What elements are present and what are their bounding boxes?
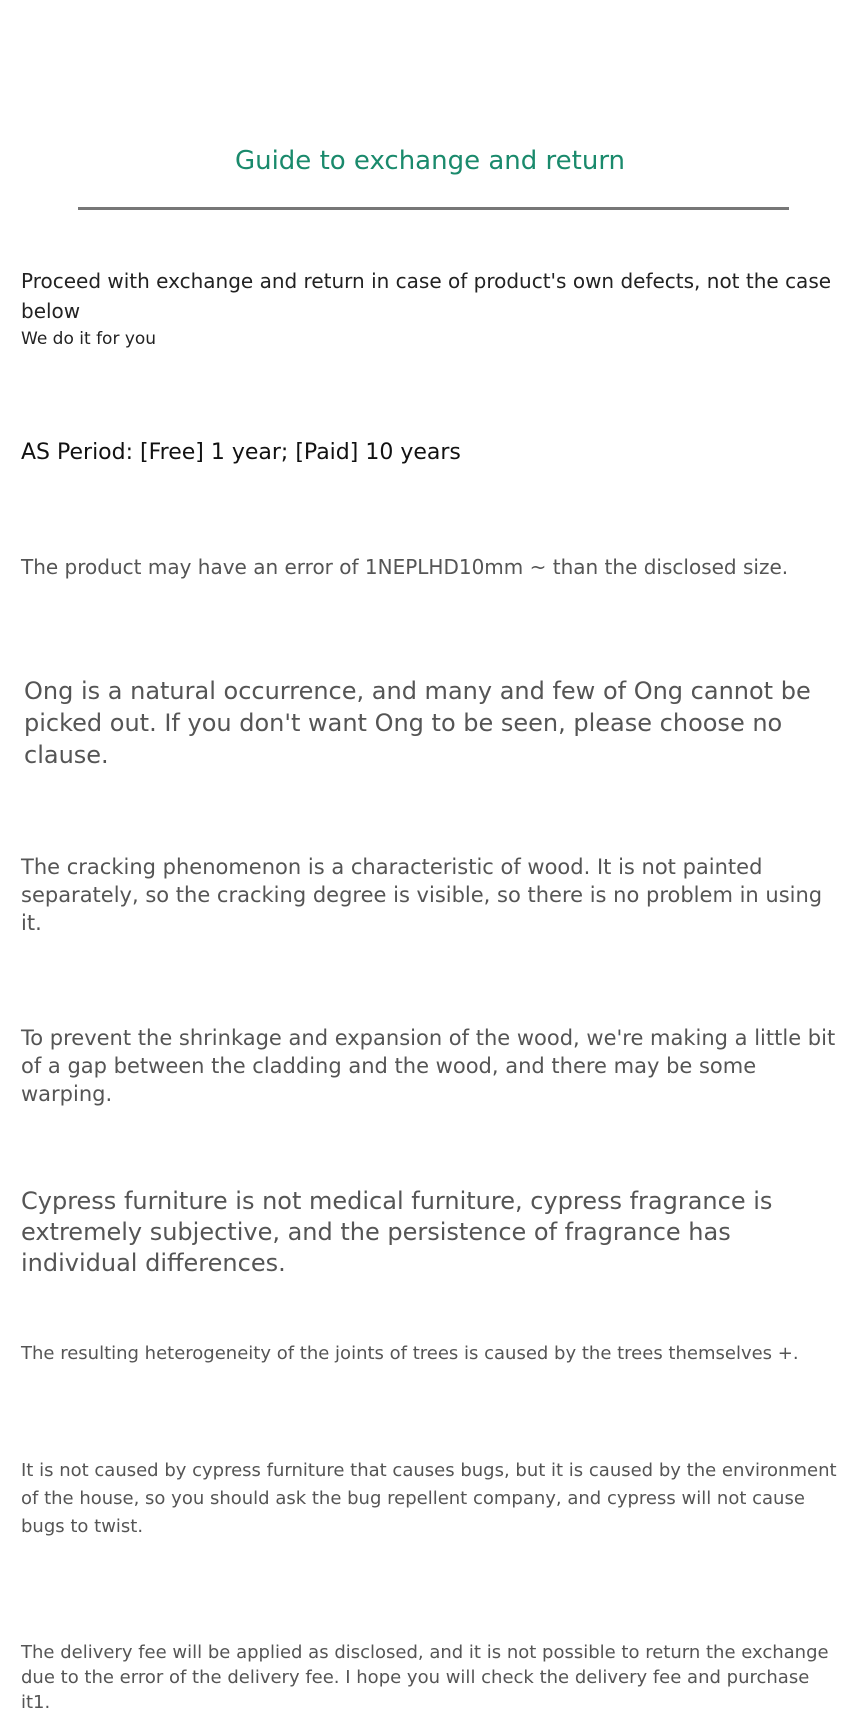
as-period-text: AS Period: [Free] 1 year; [Paid] 10 years: [21, 440, 461, 465]
size-error-paragraph: The product may have an error of 1NEPLHD10mm ~ than the disclosed size.: [21, 555, 789, 579]
gap-paragraph: To prevent the shrinkage and expansion of the wood, we're making a little bit of a gap between the cladding and the wood, and there may be some warping.: [21, 1026, 836, 1106]
intro-text: Proceed with exchange and return in case of product's own defects, not the case below: [21, 269, 832, 323]
joints-paragraph: The resulting heterogeneity of the joints of trees is caused by the trees themselves +.: [21, 1343, 799, 1364]
ong-paragraph: Ong is a natural occurrence, and many and few of Ong cannot be picked out. If you don't want Ong to be seen, please choose no clause.: [24, 677, 811, 769]
title-divider: [78, 207, 789, 210]
subtitle-text: We do it for you: [21, 329, 157, 349]
page-title: Guide to exchange and return: [234, 146, 626, 176]
cypress-paragraph: Cypress furniture is not medical furniture, cypress fragrance is extremely subjective, and the persistence of fragrance has individual differences.: [21, 1187, 773, 1277]
cracking-paragraph: The cracking phenomenon is a characteristic of wood. It is not painted separately, so the cracking degree is visible, so there is no problem in using it.: [21, 855, 823, 935]
delivery-paragraph: The delivery fee will be applied as disclosed, and it is not possible to return the exchange due to the error of the delivery fee. I hope you will check the delivery fee and purchase it1.: [21, 1642, 829, 1713]
bugs-paragraph: It is not caused by cypress furniture that causes bugs, but it is caused by the environment of the house, so you should ask the bug repellent company, and cypress will not cause bugs to twist.: [21, 1460, 837, 1537]
